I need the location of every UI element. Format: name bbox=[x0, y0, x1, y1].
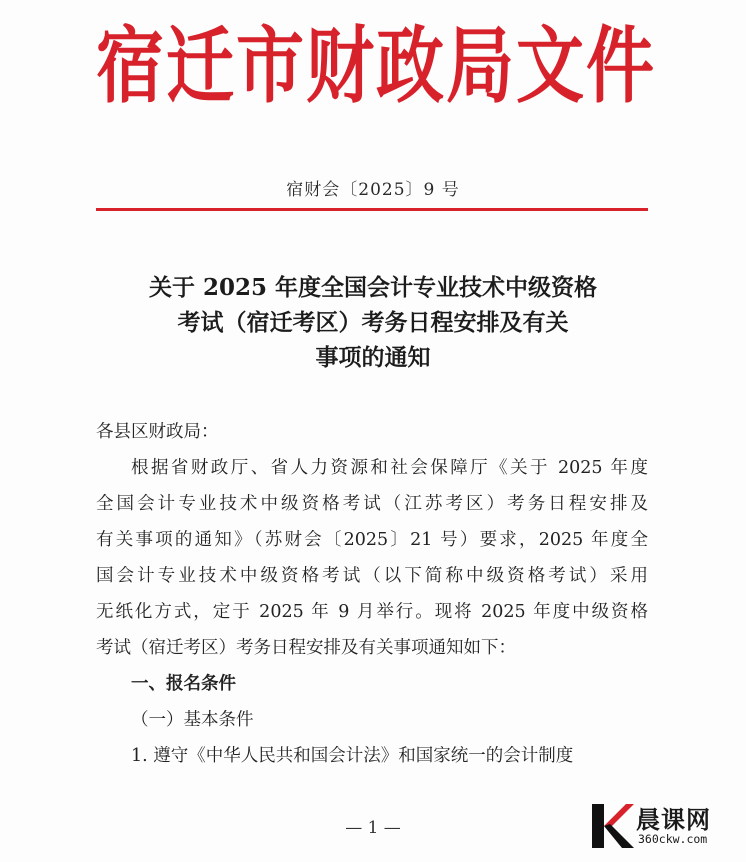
watermark-name: 晨课网 bbox=[636, 806, 711, 834]
notice-body bbox=[96, 414, 648, 774]
list-item: 1. 遵守《中华人民共和国会计法》和国家统一的会计制度 bbox=[131, 746, 574, 766]
document-number: 宿财会〔2025〕9 号 bbox=[286, 180, 460, 200]
paragraph-line-4: 国会计专业技术中级资格考试（以下简称中级资格考试）采用 bbox=[96, 566, 648, 586]
section-heading: 一、报名条件 bbox=[131, 674, 236, 694]
paragraph-line-5: 无纸化方式，定于 2025 年 9 月举行。现将 2025 年度中级资格 bbox=[96, 602, 648, 622]
site-watermark bbox=[590, 800, 740, 852]
notice-title-line-3: 事项的通知 bbox=[315, 344, 431, 371]
issuer-header-title: 宿迁市财政局文件 bbox=[96, 17, 657, 116]
paragraph-line-3: 有关事项的通知》（苏财会〔2025〕21 号）要求，2025 年度全 bbox=[96, 530, 648, 550]
page-number: — 1 — bbox=[345, 818, 401, 838]
paragraph-line-6: 考试（宿迁考区）考务日程安排及有关事项通知如下： bbox=[96, 638, 516, 658]
salutation: 各县区财政局： bbox=[96, 422, 219, 442]
watermark-url: 360ckw.com bbox=[638, 832, 708, 846]
notice-title bbox=[80, 270, 666, 375]
notice-title-line-1: 关于 2025 年度全国会计专业技术中级资格 bbox=[148, 274, 598, 301]
red-separator-rule bbox=[96, 208, 648, 211]
paragraph-line-1: 根据省财政厅、省人力资源和社会保障厅《关于 2025 年度 bbox=[131, 458, 648, 478]
k-logo-icon bbox=[590, 802, 634, 850]
subsection-heading: （一）基本条件 bbox=[131, 710, 254, 730]
notice-title-line-2: 考试（宿迁考区）考务日程安排及有关 bbox=[177, 309, 569, 336]
paragraph-line-2: 全国会计专业技术中级资格考试（江苏考区）考务日程安排及 bbox=[96, 494, 648, 514]
